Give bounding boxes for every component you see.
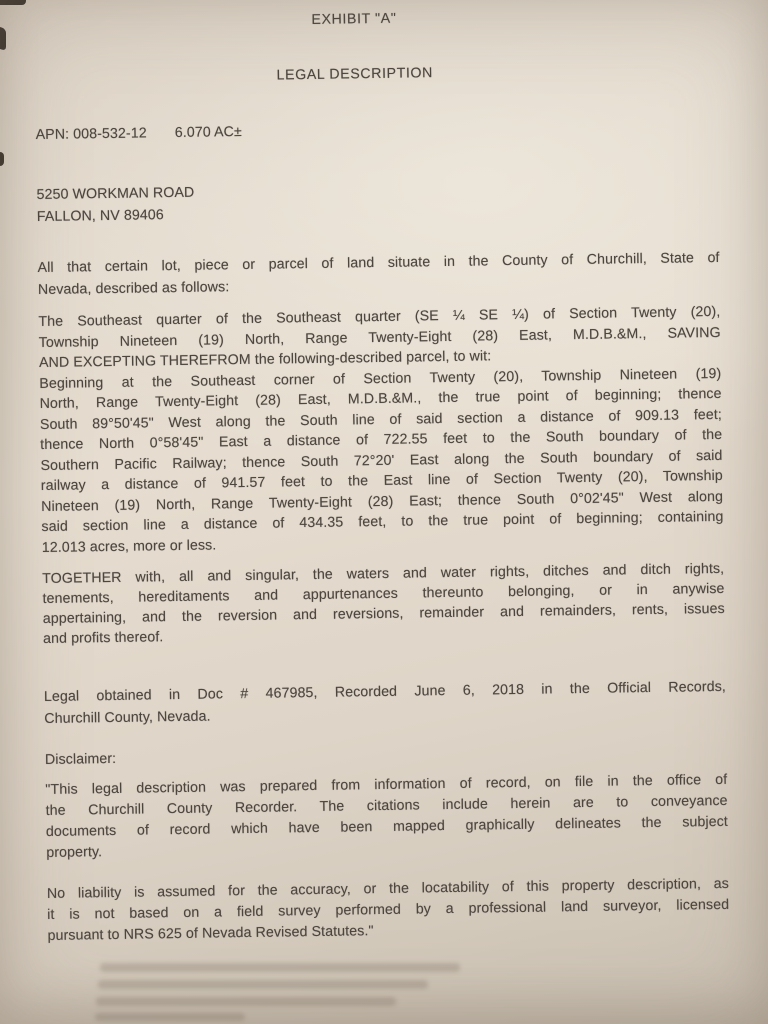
text-line: All that certain lot, piece or parcel of land situate in the County of Churchill, State of [37,249,720,277]
address-line-1: 5250 WORKMAN ROAD [36,184,195,204]
paragraph-recording [44,677,727,730]
paragraph-intro [37,247,720,301]
text-line: railway a distance of 941.57 feet to the East line of Section Twenty (20), Township [40,467,723,495]
text-line: pursuant to NRS 625 of Nevada Revised Statutes." [47,923,374,944]
text-line: South 89°50'45" West along the South line of said section a distance of 909.13 feet; [39,406,722,433]
text-line: documents of record which have been mapped graphically delineates the subject [45,813,729,840]
paragraph-legal-description [38,302,724,558]
address-line-2: FALLON, NV 89406 [36,207,164,226]
text-line: Nineteen (19) North, Range Twenty-Eight (28) East; thence South 0°02'45" West along [41,488,724,515]
text-line: North, Range Twenty-Eight (28) East, M.D.B.&M., the true point of beginning; thence [39,385,722,413]
text-line: AND EXCEPTING THEREFROM the following-described parcel, to wit: [38,348,492,372]
text-line: thence North 0°58'45" East a distance of 722.55 feet to the South boundary of the [40,426,723,454]
paragraph-liability [47,874,730,947]
text-line: Nevada, described as follows: [37,279,230,299]
legal-description-heading: LEGAL DESCRIPTION [276,65,434,84]
acreage-value: 6.070 AC± [174,123,242,141]
text-line: Township Nineteen (19) North, Range Twenty-Eight (28) East, M.D.B.&M., SAVING [38,324,721,351]
text-line: Southern Pacific Railway; thence South 72°20' East along the South boundary of said [40,447,723,474]
document-content [34,0,731,1024]
text-line: property. [46,844,103,861]
paper-edge-mark [0,152,4,166]
text-line: Legal obtained in Doc # 467985, Recorded June 6, 2018 in the Official Records, [43,678,727,705]
exhibit-heading: EXHIBIT "A" [311,10,397,28]
text-line: No liability is assumed for the accuracy, or the locatability of this property description, as [46,875,729,902]
text-line: the Churchill County Recorder. The citations include herein are to conveyance [45,792,728,819]
paper-edge-mark [0,0,26,5]
text-line: Churchill County, Nevada. [44,708,211,727]
apn-number: APN: 008-532-12 [35,125,147,144]
disclaimer-label: Disclaimer: [44,750,117,768]
text-line: The Southeast quarter of the Southeast quarter (SE ¼ SE ¼) of Section Twenty (20), [38,303,721,331]
paragraph-disclaimer [45,770,728,864]
text-line: appertaining, and the reversion and reversions, remainder and remainders, rents, issues [42,600,725,627]
apn-line [36,117,718,143]
text-line: TOGETHER with, all and singular, the waters and water rights, ditches and ditch rights, [42,560,725,587]
text-line: and profits thereof. [43,629,164,647]
text-line: it is not based on a field survey performed by a professional land surveyor, licensed [47,896,730,923]
paper-edge-mark [0,27,6,51]
text-line: said section line a distance of 434.35 feet, to the true point of beginning; containing [41,508,724,536]
paragraph-together [42,559,725,649]
text-line: "This legal description was prepared from information of record, on file in the office of [45,771,728,798]
text-line: tenements, hereditaments and appurtenances thereunto belonging, or in anywise [42,580,725,607]
text-line: 12.013 acres, more or less. [41,536,217,556]
property-address [36,174,719,228]
text-line: Beginning at the Southeast corner of Section Twenty (20), Township Nineteen (19) [39,365,722,392]
